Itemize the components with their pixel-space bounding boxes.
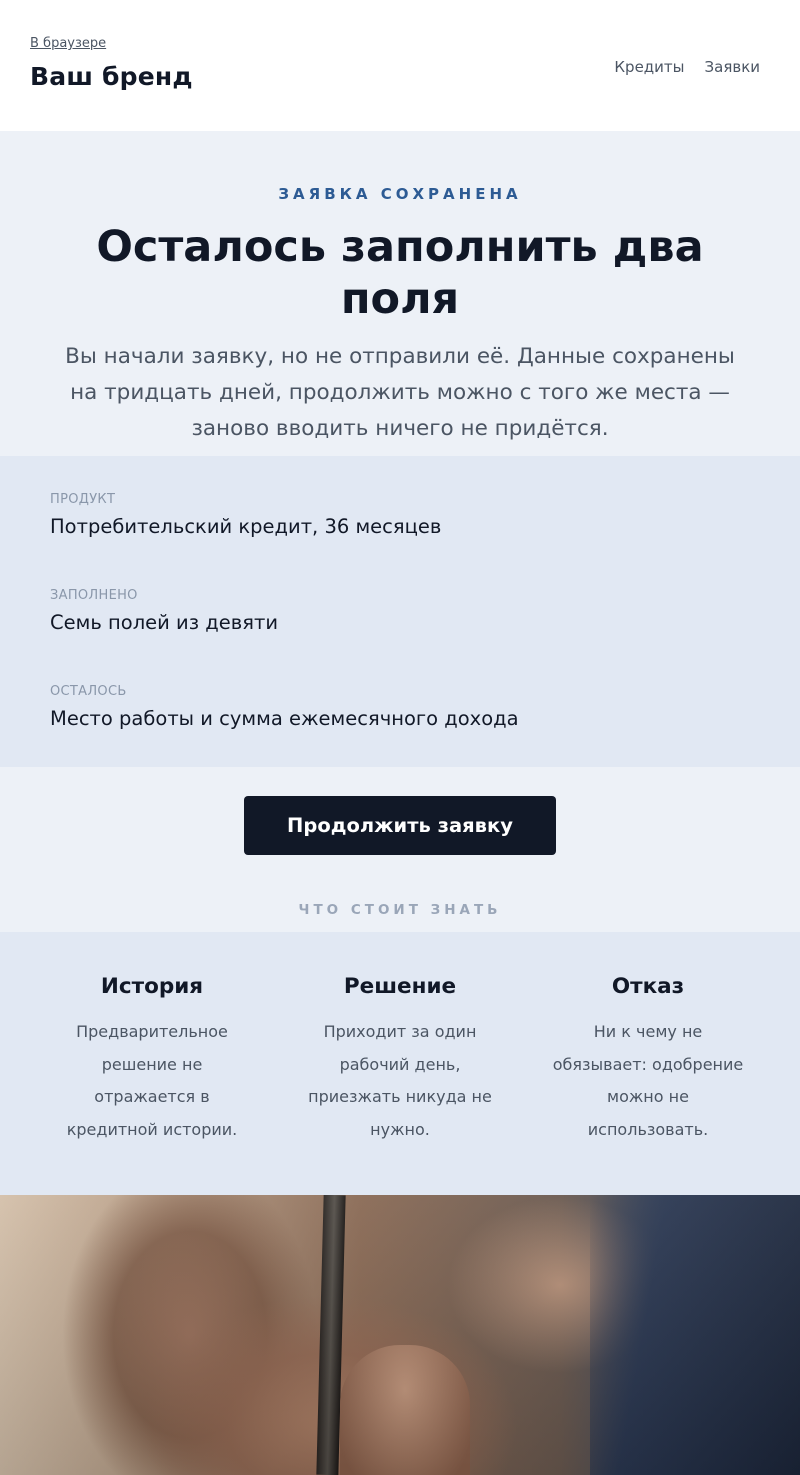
hero-section (0, 131, 800, 456)
info-column-decision (300, 974, 500, 1146)
hero-title: Осталось заполнить два поля (96, 222, 704, 324)
info-heading: ЧТО СТОИТ ЗНАТЬ (298, 902, 502, 918)
continue-application-button[interactable]: Продолжить заявку (244, 796, 556, 855)
email-header (0, 0, 800, 131)
info-column-text: Приходит за один рабочий день, приезжать никуда не нужно. (308, 1022, 492, 1139)
info-column-title: Отказ (611, 974, 685, 999)
view-in-browser-link[interactable]: В браузере (30, 36, 107, 51)
info-column-refusal (548, 974, 748, 1146)
cta-section (0, 767, 800, 932)
summary-label: ОСТАЛОСЬ (50, 684, 127, 699)
summary-label: ЗАПОЛНЕНО (50, 588, 138, 603)
summary-row-product (50, 492, 750, 538)
summary-value: Потребительский кредит, 36 месяцев (50, 515, 442, 538)
hands-with-pen-photo (0, 1195, 800, 1475)
info-column-history (52, 974, 252, 1146)
brand-logo-text: Ваш бренд (30, 62, 193, 91)
hero-eyebrow: ЗАЯВКА СОХРАНЕНА (278, 185, 522, 203)
nav-link-credits[interactable]: Кредиты (614, 58, 685, 76)
info-column-title: История (100, 974, 204, 999)
top-nav (614, 58, 760, 76)
summary-value: Семь полей из девяти (50, 611, 279, 634)
application-summary (0, 456, 800, 767)
photo-shade (0, 1195, 800, 1475)
info-column-text: Ни к чему не обязывает: одобрение можно не использовать. (552, 1022, 744, 1139)
info-column-title: Решение (343, 974, 457, 999)
hero-description: Вы начали заявку, но не отправили её. Данные сохранены на тридцать дней, продолжить можно с того же места — заново вводить ничего не придётся. (65, 344, 735, 441)
nav-link-applications[interactable]: Заявки (704, 58, 760, 76)
summary-label: ПРОДУКТ (50, 492, 116, 507)
info-columns (0, 932, 800, 1195)
info-column-text: Предварительное решение не отражается в кредитной истории. (66, 1022, 238, 1139)
summary-row-filled (50, 588, 750, 634)
summary-row-remaining (50, 684, 750, 730)
summary-value: Место работы и сумма ежемесячного дохода (50, 707, 519, 730)
